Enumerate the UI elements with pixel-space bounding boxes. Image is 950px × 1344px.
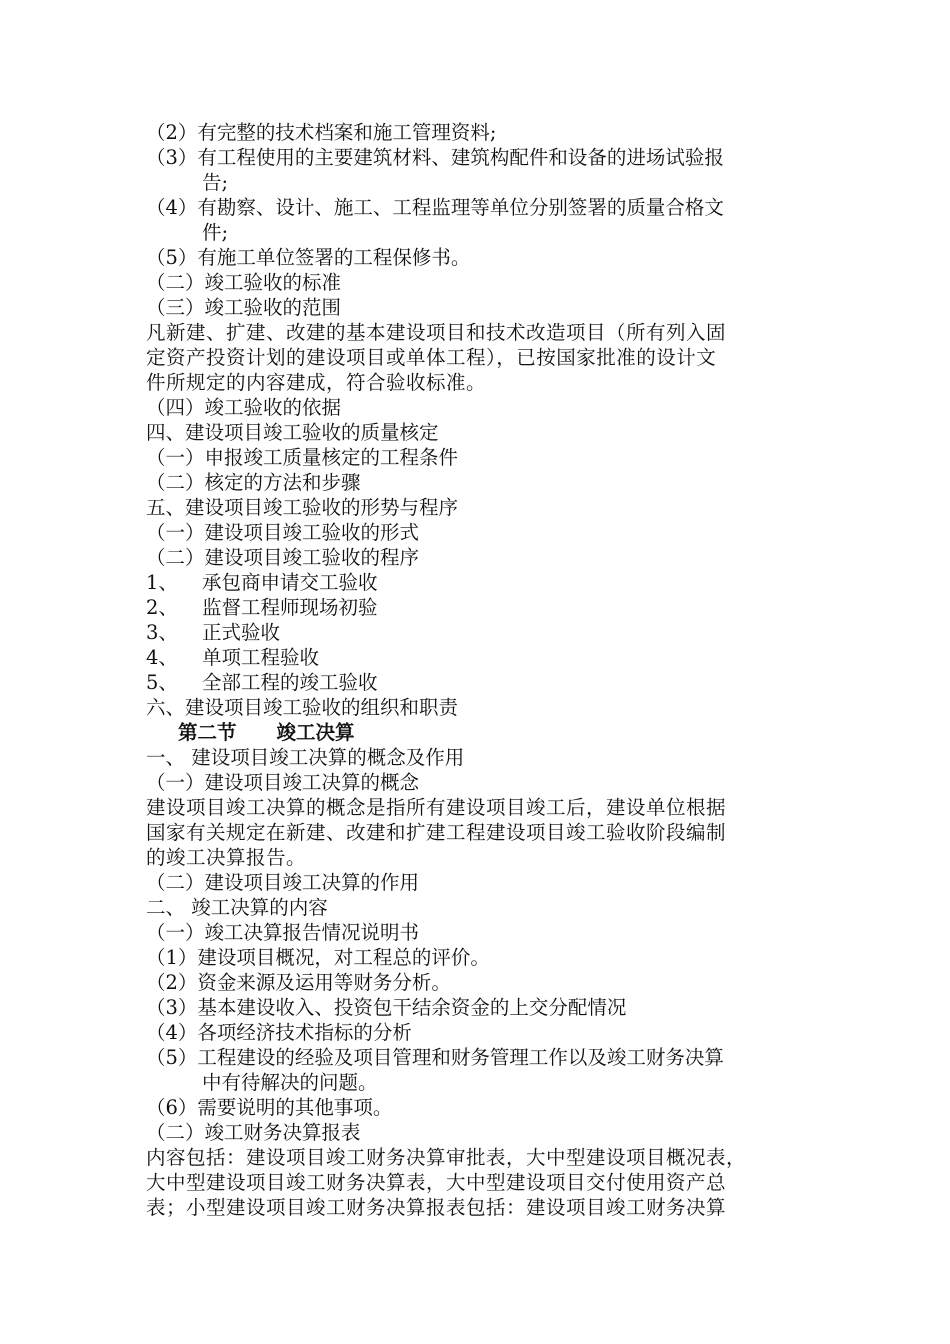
paragraph-line: 的竣工决算报告。 bbox=[146, 846, 307, 869]
list-item: （3）有工程使用的主要建筑材料、建筑构配件和设备的进场试验报 bbox=[146, 146, 724, 169]
heading: 一、 建设项目竣工决算的概念及作用 bbox=[146, 746, 465, 769]
list-item: （5）工程建设的经验及项目管理和财务管理工作以及竣工财务决算 bbox=[146, 1046, 724, 1069]
document-body bbox=[146, 120, 826, 1220]
section-number: 第二节 bbox=[178, 721, 237, 744]
subheading: （一）申报竣工质量核定的工程条件 bbox=[146, 446, 459, 469]
step-item bbox=[146, 645, 826, 670]
list-item: （2）资金来源及运用等财务分析。 bbox=[146, 971, 451, 994]
list-item: （4）各项经济技术指标的分析 bbox=[146, 1021, 412, 1044]
subheading: （二）建设项目竣工决算的作用 bbox=[146, 871, 420, 894]
subheading: （二）竣工验收的标准 bbox=[146, 271, 342, 294]
heading: 六、建设项目竣工验收的组织和职责 bbox=[146, 696, 459, 719]
subheading: （三）竣工验收的范围 bbox=[146, 296, 342, 319]
list-item: （1）建设项目概况，对工程总的评价。 bbox=[146, 946, 490, 969]
heading: 四、建设项目竣工验收的质量核定 bbox=[146, 421, 439, 444]
section-name: 竣工决算 bbox=[276, 721, 355, 744]
heading: 五、建设项目竣工验收的形势与程序 bbox=[146, 496, 459, 519]
section-title bbox=[146, 720, 826, 745]
step-text: 正式验收 bbox=[202, 621, 281, 644]
paragraph-line: 凡新建、扩建、改建的基本建设项目和技术改造项目（所有列入固 bbox=[146, 321, 727, 344]
subheading: （一）建设项目竣工验收的形式 bbox=[146, 521, 420, 544]
paragraph-line: 国家有关规定在新建、改建和扩建工程建设项目竣工验收阶段编制 bbox=[146, 821, 727, 844]
step-item bbox=[146, 570, 826, 595]
subheading: （一）建设项目竣工决算的概念 bbox=[146, 771, 420, 794]
list-item-continuation: 中有待解决的问题。 bbox=[202, 1071, 378, 1094]
paragraph-line: 内容包括：建设项目竣工财务决算审批表，大中型建设项目概况表， bbox=[146, 1146, 747, 1169]
paragraph-line: 件所规定的内容建成，符合验收标准。 bbox=[146, 371, 487, 394]
step-item bbox=[146, 620, 826, 645]
subheading: （四）竣工验收的依据 bbox=[146, 396, 342, 419]
step-text: 全部工程的竣工验收 bbox=[202, 671, 378, 694]
subheading: （二）核定的方法和步骤 bbox=[146, 471, 361, 494]
step-text: 承包商申请交工验收 bbox=[202, 571, 378, 594]
step-item bbox=[146, 595, 826, 620]
list-item: （6）需要说明的其他事项。 bbox=[146, 1096, 393, 1119]
step-number: 1、 bbox=[146, 571, 178, 594]
list-item: （5）有施工单位签署的工程保修书。 bbox=[146, 246, 471, 269]
paragraph-line: 大中型建设项目竣工财务决算表，大中型建设项目交付使用资产总 bbox=[146, 1171, 727, 1194]
step-number: 5、 bbox=[146, 671, 178, 694]
subheading: （二）建设项目竣工验收的程序 bbox=[146, 546, 420, 569]
step-text: 监督工程师现场初验 bbox=[202, 596, 378, 619]
subheading: （一）竣工决算报告情况说明书 bbox=[146, 921, 420, 944]
step-number: 2、 bbox=[146, 596, 178, 619]
heading: 二、 竣工决算的内容 bbox=[146, 896, 328, 919]
list-item-continuation: 告; bbox=[202, 171, 229, 194]
step-number: 3、 bbox=[146, 621, 178, 644]
step-text: 单项工程验收 bbox=[202, 646, 320, 669]
paragraph-line: 建设项目竣工决算的概念是指所有建设项目竣工后，建设单位根据 bbox=[146, 796, 727, 819]
list-item-continuation: 件; bbox=[202, 221, 229, 244]
list-item: （3）基本建设收入、投资包干结余资金的上交分配情况 bbox=[146, 996, 627, 1019]
step-number: 4、 bbox=[146, 646, 178, 669]
list-item: （2）有完整的技术档案和施工管理资料; bbox=[146, 121, 497, 144]
step-item bbox=[146, 670, 826, 695]
subheading: （二）竣工财务决算报表 bbox=[146, 1121, 361, 1144]
list-item: （4）有勘察、设计、施工、工程监理等单位分别签署的质量合格文 bbox=[146, 196, 724, 219]
paragraph-line: 定资产投资计划的建设项目或单体工程），已按国家批准的设计文 bbox=[146, 346, 717, 369]
paragraph-line: 表；小型建设项目竣工财务决算报表包括：建设项目竣工财务决算 bbox=[146, 1196, 727, 1219]
